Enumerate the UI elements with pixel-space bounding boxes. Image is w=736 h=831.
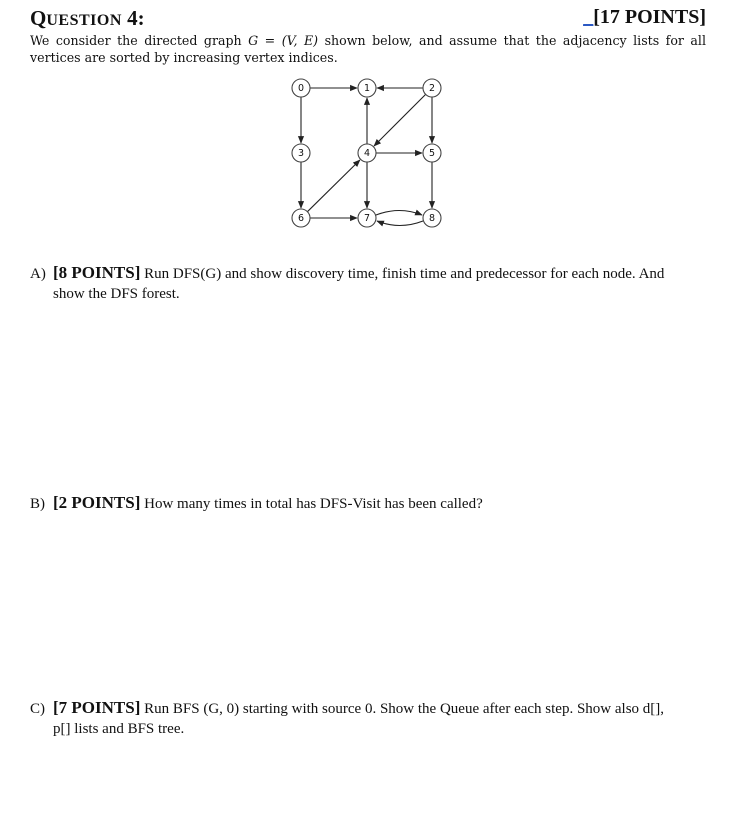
graph-node-1-label: 1 — [363, 83, 371, 94]
graph-node-8 — [423, 209, 441, 227]
question-b-text-line1: How many times in total has DFS-Visit has been called? — [140, 496, 483, 512]
graph-node-2-label: 2 — [428, 83, 436, 94]
question-a-text-line2: show the DFS forest. — [53, 286, 180, 302]
edge-6-to-4 — [307, 160, 359, 212]
edge-8-to-7 — [377, 221, 423, 226]
graph-node-3 — [292, 144, 310, 162]
question-c-text-line2: p[] lists and BFS tree. — [53, 721, 185, 737]
question-b-points: [2 POINTS] — [53, 493, 141, 512]
graph-node-3-label: 3 — [297, 148, 305, 159]
graph-node-0-label: 0 — [297, 83, 305, 94]
question-title-rest: UESTION — [46, 12, 122, 29]
question-c-text-line1: Run BFS (G, 0) starting with source 0. Show the Queue after each step. Show also d[], — [140, 701, 665, 717]
graph-node-4-label: 4 — [363, 148, 371, 159]
graph-node-2 — [423, 79, 441, 97]
question-a — [30, 263, 710, 304]
graph-node-0 — [292, 79, 310, 97]
question-a-label: A) — [30, 266, 46, 282]
graph-node-5-label: 5 — [428, 148, 436, 159]
intro-text-post: shown below, and assume that the adjacency lists for all vertices are sorted by increasing vertex indices. — [30, 33, 706, 65]
intro-text-pre: We consider the directed graph — [30, 33, 249, 48]
graph-node-1 — [358, 79, 376, 97]
graph-node-5 — [423, 144, 441, 162]
question-title-initial: Q — [30, 6, 47, 30]
points-total-label: [17 POINTS] — [593, 6, 706, 28]
graph-node-8-label: 8 — [428, 213, 436, 224]
graph-node-4 — [358, 144, 376, 162]
graph-node-7-label: 7 — [363, 213, 371, 224]
intro-math: G = (V, E) — [248, 33, 319, 48]
question-c-label: C) — [30, 701, 45, 717]
graph-node-6-label: 6 — [297, 213, 305, 224]
question-c — [30, 698, 710, 739]
graph-node-6 — [292, 209, 310, 227]
edge-2-to-4 — [374, 94, 426, 146]
question-number: 4: — [121, 6, 145, 30]
graph-node-7 — [358, 209, 376, 227]
question-a-text-line1: Run DFS(G) and show discovery time, finish time and predecessor for each node. And — [140, 266, 665, 282]
question-b — [30, 493, 710, 514]
edge-7-to-8 — [376, 211, 422, 216]
question-a-points: [8 POINTS] — [53, 263, 141, 282]
points-underline: _ — [583, 6, 594, 28]
question-c-points: [7 POINTS] — [53, 698, 141, 717]
question-b-label: B) — [30, 496, 45, 512]
